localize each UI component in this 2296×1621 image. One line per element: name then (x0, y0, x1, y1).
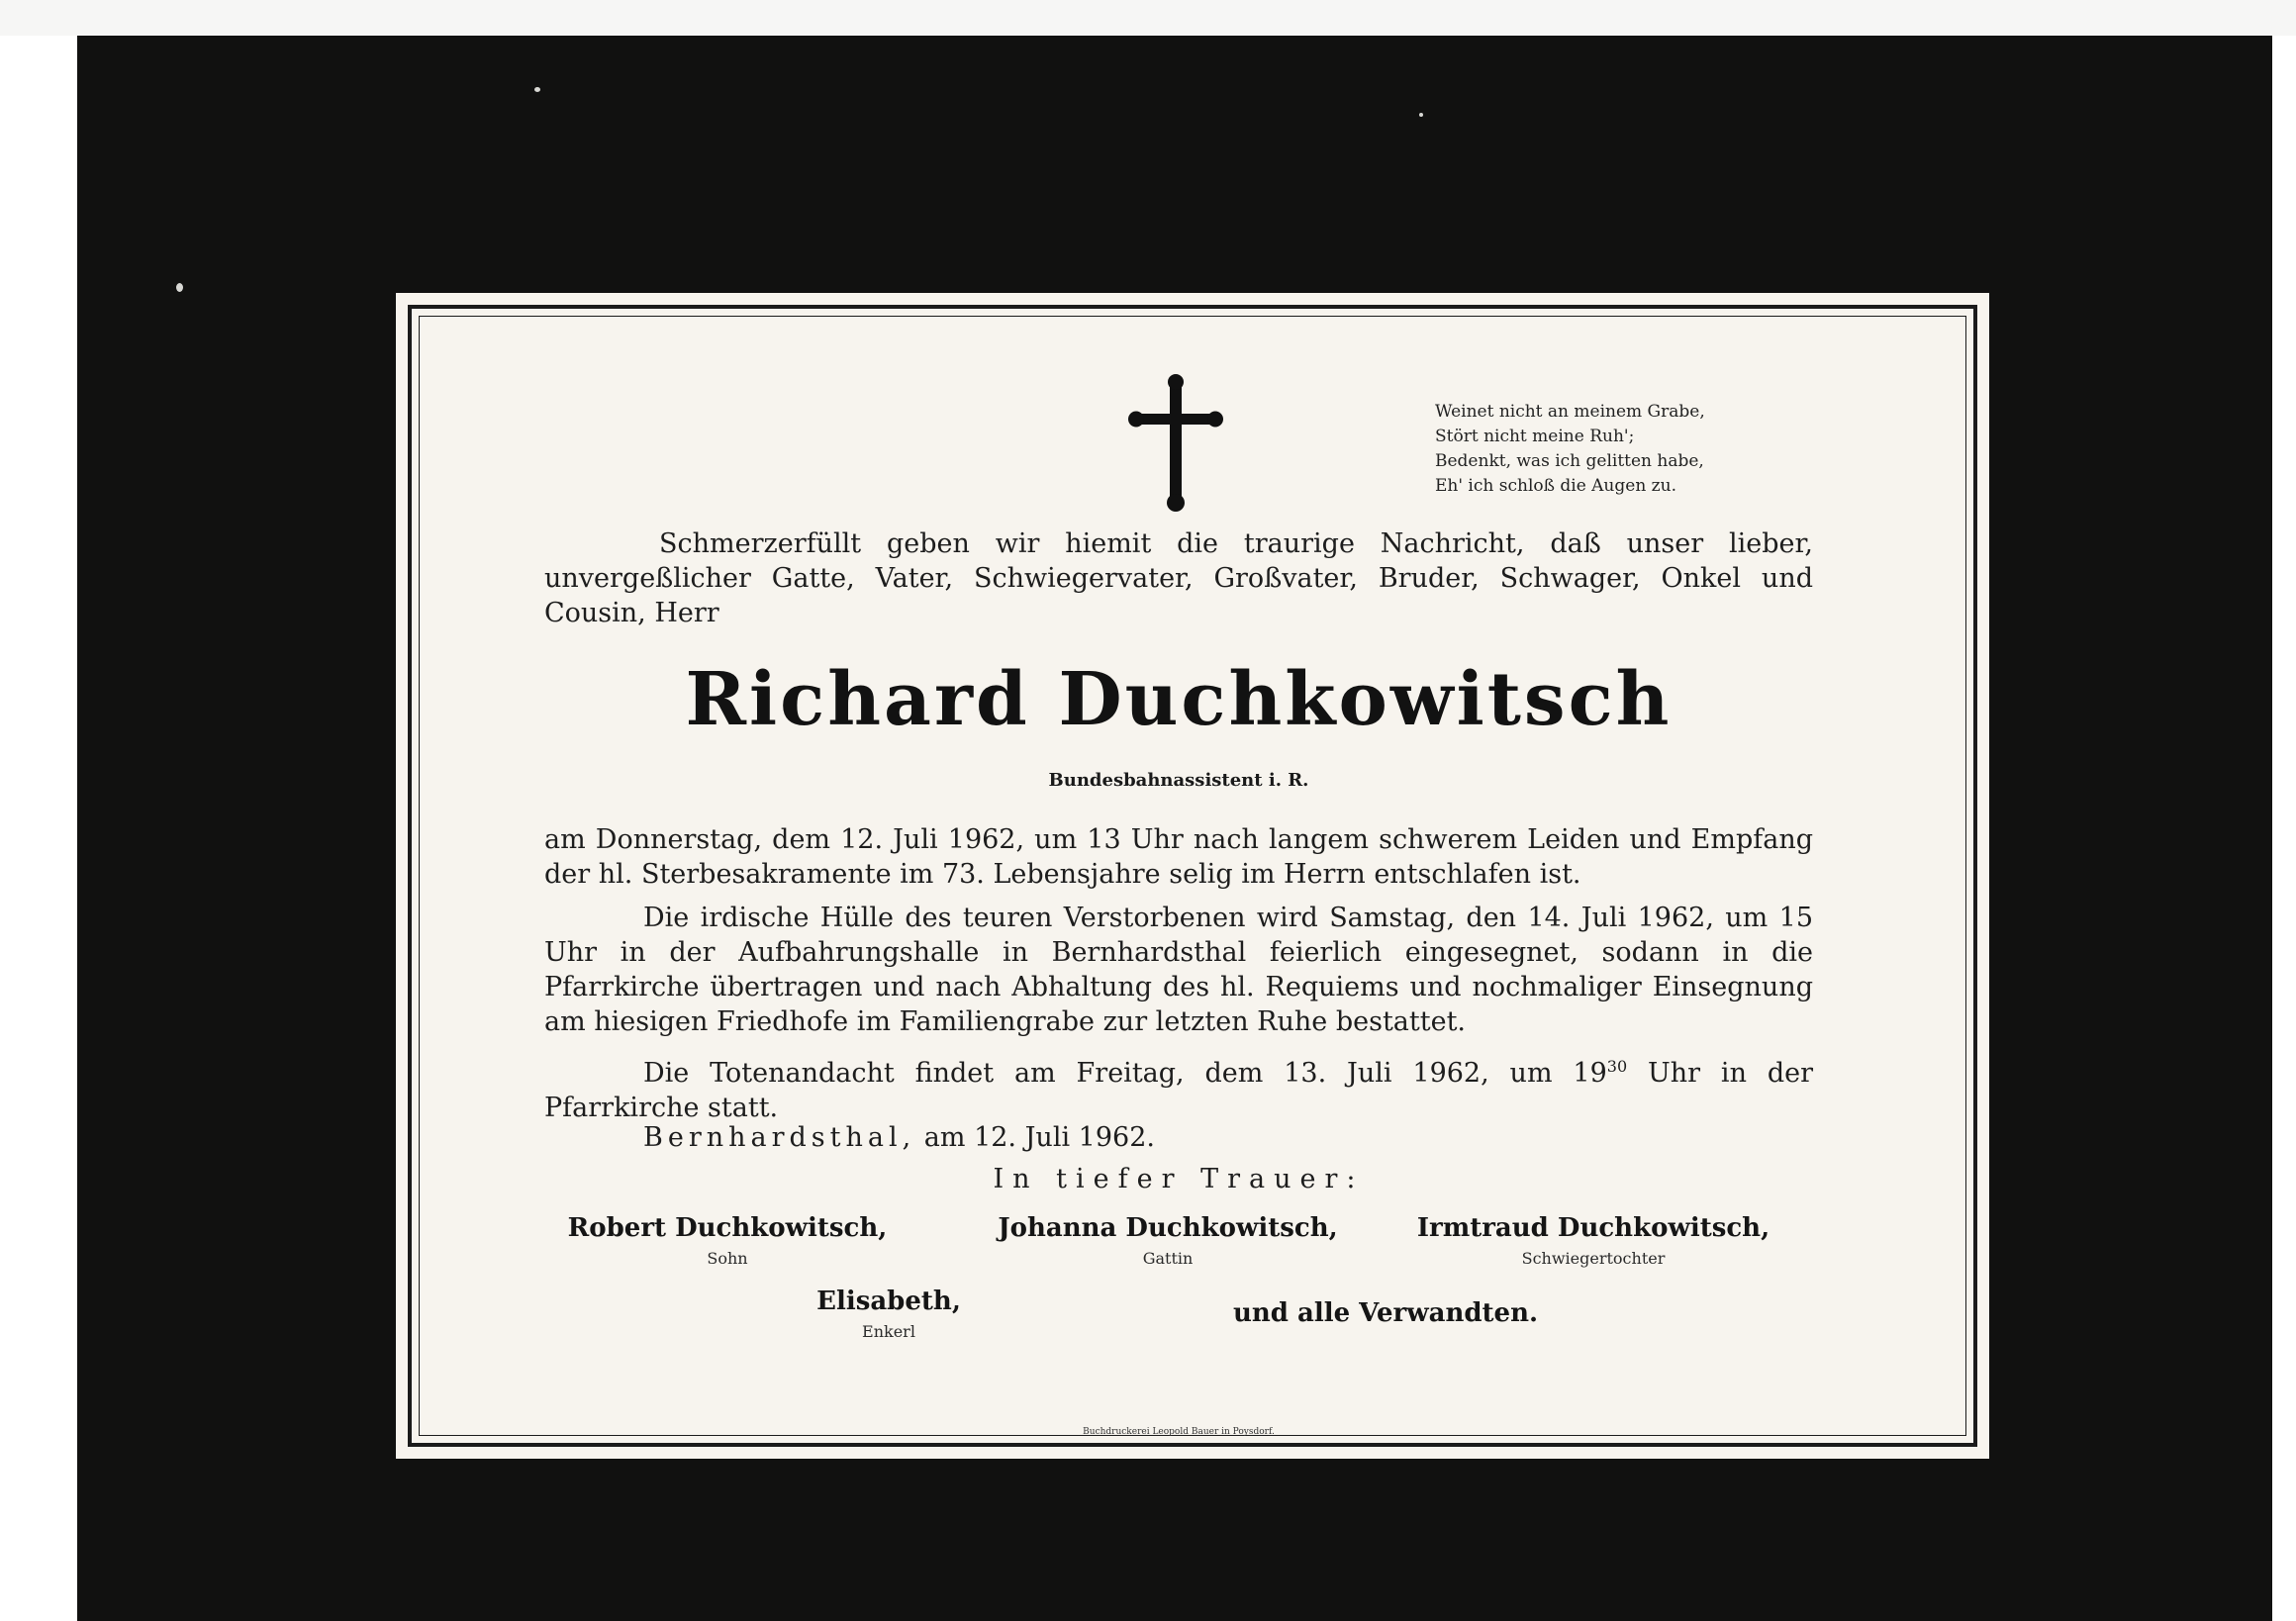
mourner-role: Enkerl (862, 1322, 915, 1341)
place-date-line (544, 1120, 1813, 1155)
mourner (980, 1213, 1356, 1268)
notice-date: am 12. Juli 1962. (923, 1122, 1155, 1153)
prayer-text-after: Uhr in der Pfarrkirche statt. (544, 1058, 1813, 1123)
mourner-role: Sohn (707, 1249, 748, 1268)
deceased-name: Richard Duchkowitsch (685, 657, 1673, 742)
mourner-role: Gattin (1142, 1249, 1194, 1268)
prayer-text-before: Die Totenandacht findet am Freitag, dem 13. Juli 1962, um 19 (643, 1058, 1607, 1089)
verse-line: Bedenkt, was ich gelitten habe, (1435, 451, 1704, 471)
funeral-paragraph: Die irdische Hülle des teuren Verstorbenen wird Samstag, den 14. Juli 1962, um 15 Uhr in der Aufbahrungshalle in Bernhardsthal feierlich eingesegnet, sodann in die Pfarrkirche übertragen und nach Abhaltung des hl. Requiems und nochmaliger Einsegnung am hiesigen Friedhofe im Familiengrabe zur letzten Ruhe bestattet. (544, 903, 1813, 1037)
mourner-name: Elisabeth, (816, 1287, 961, 1316)
deceased-occupation: Bundesbahnassistent i. R. (1048, 770, 1309, 791)
death-paragraph: am Donnerstag, dem 12. Juli 1962, um 13 Uhr nach langem schwerem Leiden und Empfang der hl. Sterbesakramente im 73. Lebensjahre selig im Herrn entschlafen ist. (544, 824, 1813, 890)
verse-line: Eh' ich schloß die Augen zu. (1435, 476, 1676, 496)
printer-imprint: Buchdruckerei Leopold Bauer in Poysdorf. (1083, 1427, 1275, 1437)
obituary-card (396, 293, 1989, 1459)
verse-line: Weinet nicht an meinem Grabe, (1435, 402, 1705, 422)
latin-cross-icon (1128, 374, 1223, 513)
mourner (1405, 1213, 1781, 1268)
scan-background (0, 0, 2296, 36)
verse-line: Stört nicht meine Ruh'; (1435, 427, 1635, 446)
prayer-paragraph (544, 1049, 1813, 1125)
relatives-line: und alle Verwandten. (1232, 1298, 1539, 1328)
verse-block (1435, 400, 1811, 499)
mourner-name: Johanna Duchkowitsch, (998, 1213, 1338, 1243)
mourner-role: Schwiegertochter (1521, 1249, 1666, 1268)
place-name: Bernhardsthal, (643, 1122, 916, 1153)
intro-paragraph: Schmerzerfüllt geben wir hiemit die traurige Nachricht, daß unser lieber, unvergeßlicher Gatte, Vater, Schwiegervater, Großvater, Bruder, Schwager, Onkel und Cousin, Herr (544, 528, 1813, 628)
mourner-name: Irmtraud Duchkowitsch, (1416, 1213, 1770, 1243)
prayer-time-superscript: 30 (1606, 1057, 1628, 1076)
mourner-name: Robert Duchkowitsch, (567, 1213, 888, 1243)
mourner (539, 1213, 915, 1268)
mourner (701, 1287, 1077, 1341)
mourning-heading: In tiefer Trauer: (993, 1164, 1365, 1194)
